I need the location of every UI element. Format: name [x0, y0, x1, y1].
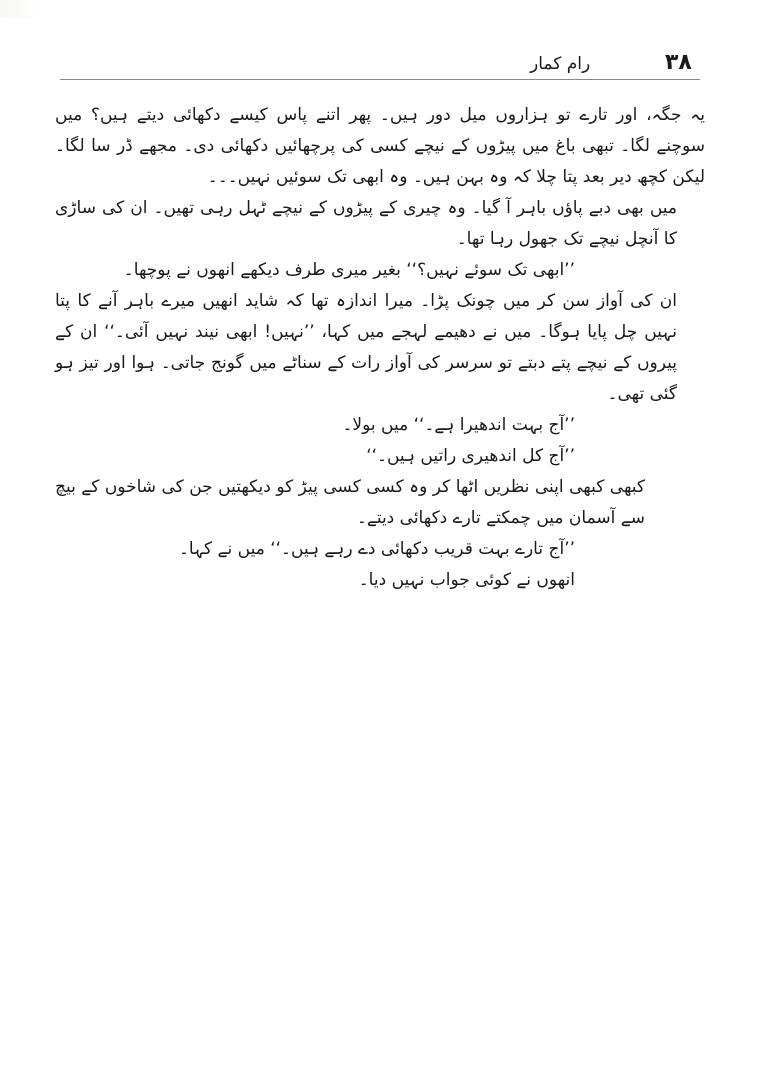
paragraph-2: میں بھی دبے پاؤں باہر آ گیا۔ وہ چیری کے پیڑوں کے نیچے ٹہل رہی تھیں۔ ان کی ساڑی کا آنچل نیچے تک جھول رہا تھا۔ — [55, 198, 677, 249]
paragraph-4: ان کی آواز سن کر میں چونک پڑا۔ میرا اندازہ تھا کہ شاید انھیں میرے باہر آنے کا پتا نہیں چل پایا ہوگا۔ میں نے دھیمے لہجے میں کہا، ’’نہیں! ابھی نیند نہیں آئی۔‘‘ ان کے پیروں کے نیچے پتے دبتے تو سرسر کی آواز رات کے سناٹے میں گونج جاتی۔ ہوا اور تیز ہو گئی تھی۔ — [55, 291, 677, 404]
running-title: رام کمار — [530, 54, 591, 74]
paragraph-6: ’’آج کل اندھیری راتیں ہیں۔‘‘ — [366, 446, 575, 466]
page-header — [0, 50, 761, 82]
body-text — [55, 100, 705, 596]
paragraph-8: ’’آج تارے بہت قریب دکھائی دے رہے ہیں۔‘‘ میں نے کہا۔ — [178, 539, 575, 559]
paragraph-7: کبھی کبھی اپنی نظریں اٹھا کر وہ کسی کسی پیڑ کو دیکھتیں جن کی شاخوں کے بیچ سے آسمان میں چمکتے تارے دکھائی دیتے۔ — [55, 477, 645, 528]
paragraph-5: ’’آج بہت اندھیرا ہے۔‘‘ میں بولا۔ — [342, 415, 575, 435]
paragraph-3: ’’ابھی تک سوئے نہیں؟‘‘ بغیر میری طرف دیکھے انھوں نے پوچھا۔ — [123, 260, 575, 280]
page-number: ۳۸ — [665, 50, 692, 75]
paragraph-9: انھوں نے کوئی جواب نہیں دیا۔ — [358, 570, 575, 590]
scan-artifact — [0, 0, 45, 18]
header-rule — [60, 79, 700, 80]
paragraph-1: یہ جگہ، اور تارے تو ہزاروں میل دور ہیں۔ پھر اتنے پاس کیسے دکھائی دیتے ہیں؟ میں سوچنے لگا۔ تبھی باغ میں پیڑوں کے نیچے کسی کی پرچھائیں دکھائی دی۔ مجھے ڈر سا لگا۔ لیکن کچھ دیر بعد پتا چلا کہ وہ بہن ہیں۔ وہ ابھی تک سوئیں نہیں۔۔۔ — [55, 105, 705, 187]
